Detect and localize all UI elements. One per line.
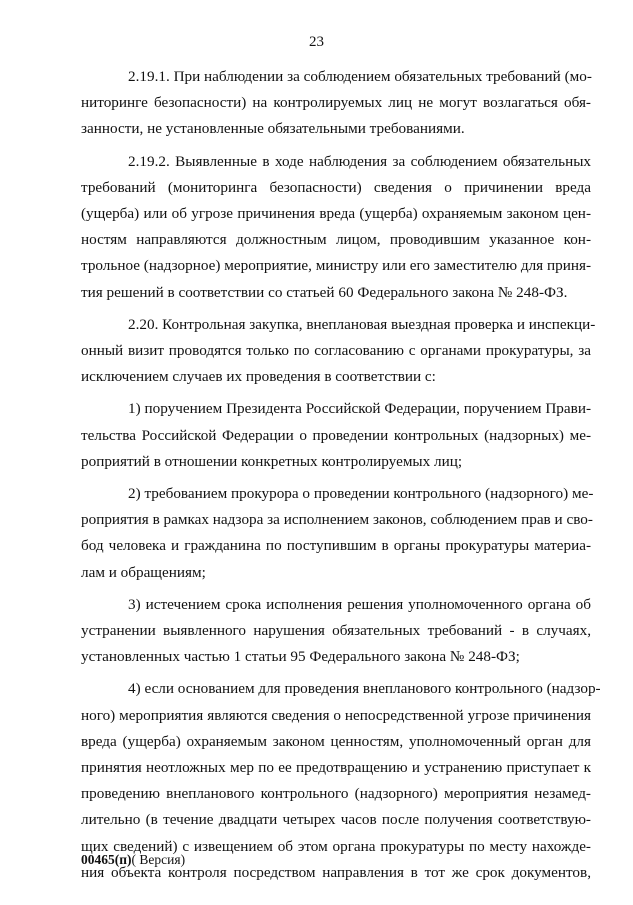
text-line: трольное (надзорное) мероприятие, министру или его заместителю для приня- [81,257,591,275]
text-line: ностям направляются должностным лицом, проводившим указанное кон- [81,231,591,249]
paragraph-p-item-2 [81,481,594,586]
text-line: 2.19.1. При наблюдении за соблюдением обязательных требований (мо- [128,68,592,85]
text-line: лам и обращениям; [81,563,206,581]
text-line: тия решений в соответствии со статьей 60 Федерального закона № 248-ФЗ. [81,283,568,301]
paragraph-p-item-3 [81,592,591,671]
paragraph-p-item-1 [81,396,591,475]
paragraph-p-2-19-1 [81,64,591,143]
text-line: занности, не установленные обязательными требованиями. [81,120,465,138]
text-line: (ущерба) или об угрозе причинения вреда (ущерба) охраняемым законом цен- [81,205,591,223]
text-line: 2.19.2. Выявленные в ходе наблюдения за соблюдением обязательных [128,152,591,170]
text-line: 3) истечением срока исполнения решения уполномоченного органа об [128,595,591,613]
text-line: бод человека и гражданина по поступившим в органы прокуратуры материа- [81,537,591,555]
paragraph-p-2-19-2 [81,149,591,306]
document-code: 00465(п) [81,852,132,867]
document-body [81,64,601,892]
text-line: тельства Российской Федерации о проведении контрольных (надзорных) ме- [81,426,591,444]
text-line: 2) требованием прокурора о проведении контрольного (надзорного) ме- [128,485,594,503]
text-line: онный визит проводятся только по согласованию с органами прокуратуры, за [81,342,591,360]
text-line: ниторинге безопасности) на контролируемых лиц не могут возлагаться обя- [81,94,591,112]
page-number: 23 [309,34,324,50]
text-line: 1) поручением Президента Российской Федерации, поручением Прави- [128,400,591,418]
text-line: ния объекта контроля посредством направления в тот же срок документов, [81,863,591,881]
text-line: 4) если основанием для проведения внепланового контрольного (надзор- [128,680,601,698]
text-line: проведению внепланового контрольного (надзорного) мероприятия незамед- [81,785,591,803]
text-line: 2.20. Контрольная закупка, внеплановая выездная проверка и инспекци- [128,315,596,333]
text-line: вреда (ущерба) охраняемым законом ценностям, уполномоченный орган для [81,732,591,750]
text-line: лительно (в течение двадцати четырех часов после получения соответствую- [81,811,591,829]
document-version: ( Версия) [131,852,186,867]
text-line: установленных частью 1 статьи 95 Федерального закона № 248-ФЗ; [81,648,520,666]
document-footer [81,852,185,868]
text-line: исключением случаев их проведения в соответствии с: [81,368,436,386]
text-line: щих сведений) с извещением об этом органа прокуратуры по месту нахожде- [81,837,591,855]
text-line: устранении выявленного нарушения обязательных требований - в случаях, [81,622,591,640]
paragraph-p-2-20 [81,312,596,391]
text-line: требований (мониторинга безопасности) сведения о причинении вреда [81,178,591,196]
text-line: роприятия в рамках надзора за исполнением законов, соблюдением прав и сво- [81,511,593,529]
text-line: ного) мероприятия являются сведения о непосредственной угрозе причинения [81,706,591,724]
text-line: роприятий в отношении конкретных контролируемых лиц; [81,452,463,470]
text-line: принятия неотложных мер по ее предотвращению и устранению приступает к [81,759,591,777]
